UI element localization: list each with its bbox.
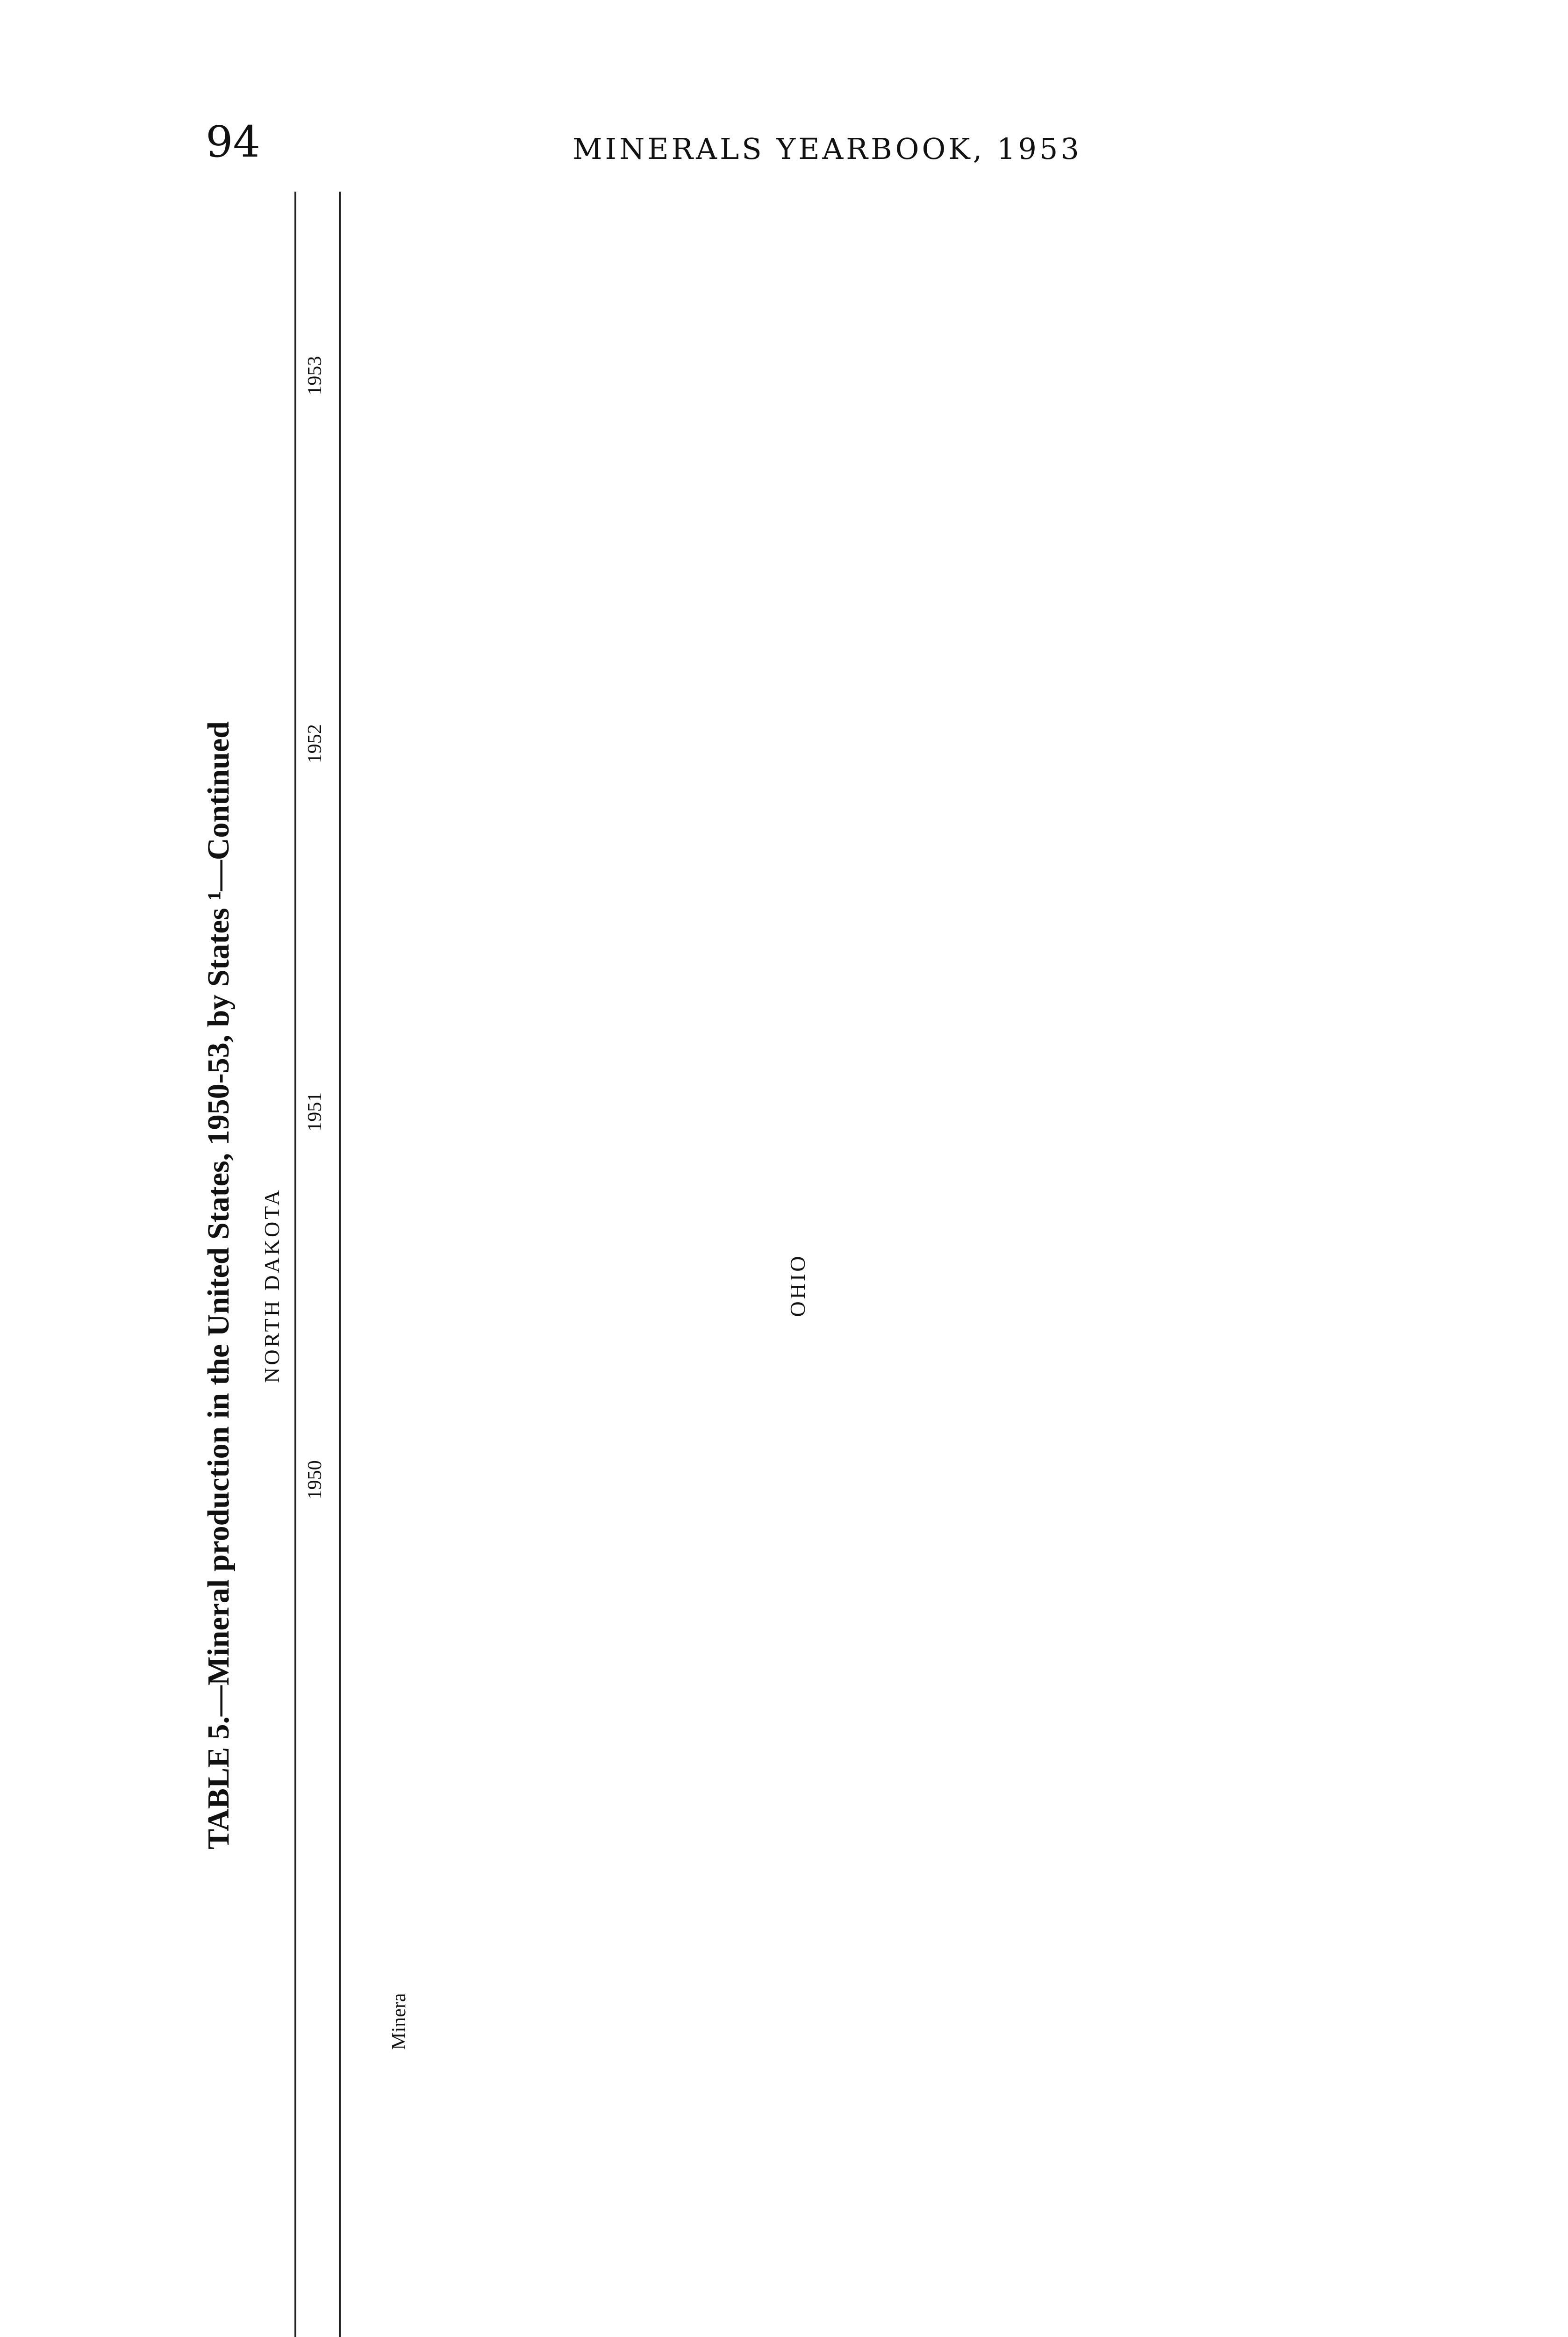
year-header-1951: 1951 [304,1092,326,1132]
page-header [0,0,1568,187]
year-rule [339,192,341,2337]
rotated-table [201,192,1346,2337]
table-title: TABLE 5.—Mineral production in the United States, 1950-53, by States ¹—Continued [201,721,236,1850]
state-name-north-dakota: NORTH DAKOTA [260,1188,284,1383]
state-name-ohio: OHIO [786,1254,809,1317]
table-top-rule [294,192,296,2337]
year-header-1950: 1950 [304,1460,326,1500]
year-header-1953: 1953 [304,356,326,395]
running-title: MINERALS YEARBOOK, 1953 [573,132,1082,166]
mineral-column-header: Minera [388,1993,410,2050]
year-header-1952: 1952 [304,724,326,764]
page-number: 94 [206,117,261,167]
